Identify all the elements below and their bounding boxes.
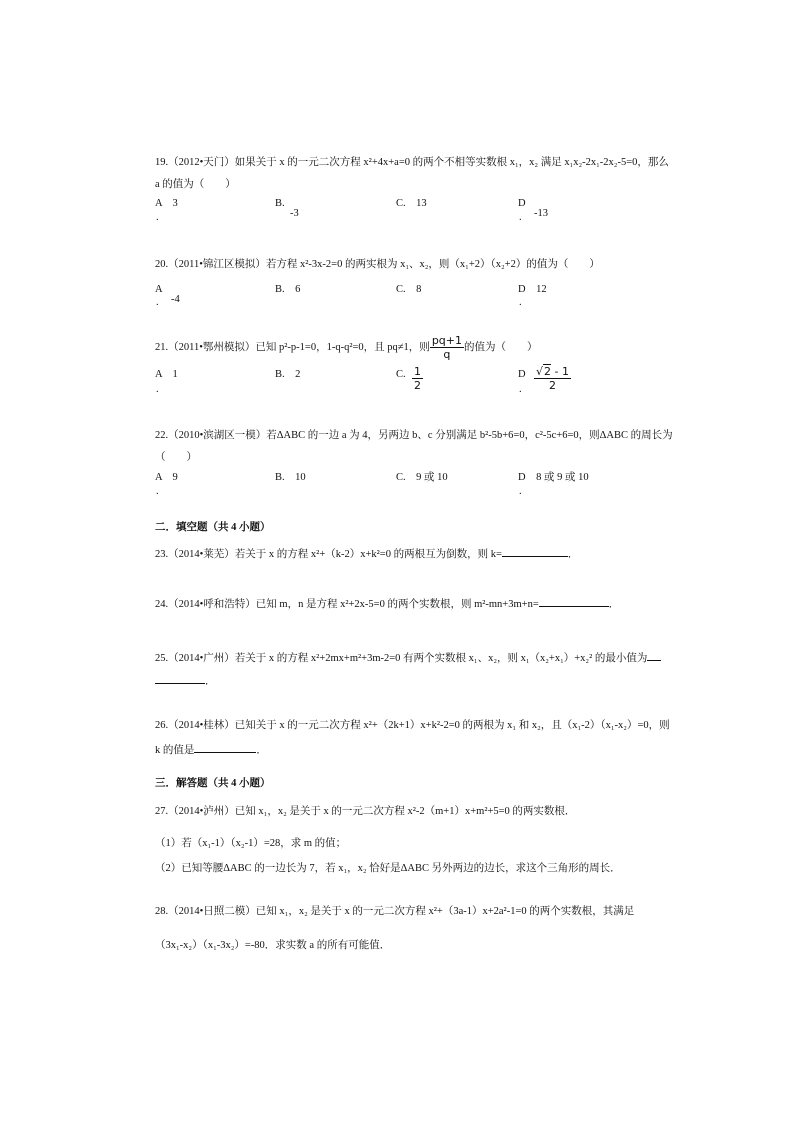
q22-line1: 22.（2010•滨湖区一模）若ΔABC 的一边 a 为 4，另两边 b、c 分别满足 b²-5b+6=0，c²-5c+6=0，则ΔABC 的周长为 xyxy=(155,430,673,441)
q21-line1 xyxy=(155,334,538,364)
section-fill-in-title: 二．填空题（共 4 小题） xyxy=(155,522,271,533)
q21-option-a-dot: . xyxy=(156,384,159,395)
q27-line3: （2）已知等腰ΔABC 的一边长为 7，若 x₁，x₂ 恰好是ΔABC 另外两边的边长，求这个三角形的周长． xyxy=(155,863,621,874)
q28-line2: （3x₁-x₂）（x₁-3x₂）=-80．求实数 a 的所有可能值． xyxy=(155,940,391,951)
q20-option-c: C. 8 xyxy=(396,284,422,295)
q21-option-d-denominator: 2 xyxy=(548,379,556,392)
q26-line1: 26.（2014•桂林）已知关于 x 的一元二次方程 x²+（2k+1）x+k²-2=0 的两根为 x₁ 和 x₂，且（x₁-2）（x₁-x₂）=0，则 xyxy=(155,720,670,731)
q21-option-d: D xyxy=(518,369,526,380)
q19-option-d-dot: . xyxy=(519,212,522,223)
q21-fraction-denominator: q xyxy=(443,348,451,361)
q25-answer-blank-end[interactable] xyxy=(155,674,205,684)
q25-text: 25.（2014•广州）若关于 x 的方程 x²+2mx+m²+3m-2=0 有两个实数根 x₁、x₂，则 x₁（x₂+x₁）+x₂² 的最小值为 xyxy=(155,653,648,664)
q21-option-d-radicand: 2 xyxy=(544,365,552,378)
q26-answer-blank[interactable] xyxy=(194,743,256,753)
q19-option-a-dot: . xyxy=(156,212,159,223)
q24-line xyxy=(155,597,619,612)
q25-period: ． xyxy=(205,676,216,687)
q21-option-d-fraction xyxy=(534,365,571,393)
q22-option-d-dot: . xyxy=(519,486,522,497)
q21-option-c-fraction xyxy=(412,365,423,393)
q24-answer-blank[interactable] xyxy=(539,597,609,607)
q20-line1: 20.（2011•锦江区模拟）若方程 x²-3x-2=0 的两实根为 x₁、x₂，则（x₁+2）（x₂+2）的值为（ ） xyxy=(155,259,600,270)
q19-option-c: C. 13 xyxy=(396,198,427,209)
q21-text-pre: 21.（2011•鄂州模拟）已知 p²-p-1=0，1-q-q²=0，且 pq≠1，则 xyxy=(155,342,430,353)
q28-line1: 28.（2014•日照二模）已知 x₁，x₂ 是关于 x 的一元二次方程 x²+（3a-1）x+2a²-1=0 的两个实数根，其满足 xyxy=(155,906,635,917)
q21-fraction-numerator: pq+1 xyxy=(431,334,462,347)
q25-answer-blank-start[interactable] xyxy=(647,651,661,661)
q21-fraction xyxy=(430,334,464,362)
q22-option-a-dot: . xyxy=(156,486,159,497)
q19-option-d: D xyxy=(518,198,526,209)
q21-option-b: B. 2 xyxy=(275,369,301,380)
q19-line2: a 的值为（ ） xyxy=(155,179,236,190)
q27-line1: 27.（2014•泸州）已知 x₁，x₂ 是关于 x 的一元二次方程 x²-2（m+1）x+m²+5=0 的两实数根． xyxy=(155,806,576,817)
q21-option-a: A 1 xyxy=(155,369,178,380)
q22-option-a: A 9 xyxy=(155,472,178,483)
q26-line2 xyxy=(155,743,267,758)
q20-option-d-dot: . xyxy=(519,297,522,308)
q25-line1 xyxy=(155,651,661,666)
q22-option-c: C. 9 或 10 xyxy=(396,472,448,483)
q21-option-c: C. xyxy=(396,369,406,380)
q24-period: ． xyxy=(608,599,620,610)
q26-text: k 的值是 xyxy=(155,745,195,756)
q20-option-d: D 12 xyxy=(518,284,547,295)
q19-option-d-value: -13 xyxy=(534,208,548,219)
section-answer-title: 三．解答题（共 4 小题） xyxy=(155,778,271,789)
q23-answer-blank[interactable] xyxy=(502,547,568,557)
q19-option-b-value: -3 xyxy=(290,208,299,219)
q21-option-d-dot: . xyxy=(519,384,522,395)
q23-line xyxy=(155,547,578,562)
q23-period: ． xyxy=(567,549,579,560)
q20-option-a-value: -4 xyxy=(171,294,180,305)
q21-option-c-numerator: 1 xyxy=(414,365,421,378)
q20-option-a-dot: . xyxy=(156,297,159,308)
q22-option-d: D 8 或 9 或 10 xyxy=(518,472,589,483)
q22-line2: （ ） xyxy=(155,452,197,463)
q22-option-b: B. 10 xyxy=(275,472,306,483)
q20-option-b: B. 6 xyxy=(275,284,301,295)
q19-line1: 19.（2012•天门）如果关于 x 的一元二次方程 x²+4x+a=0 的两个不相等实数根 x₁，x₂ 满足 x₁x₂-2x₁-2x₂-5=0，那么 xyxy=(155,157,669,168)
q25-line2 xyxy=(155,674,216,689)
q19-option-b: B. xyxy=(275,198,285,209)
q23-text: 23.（2014•莱芜）若关于 x 的方程 x²+（k-2）x+k²=0 的两根互为倒数，则 k= xyxy=(155,549,502,560)
q19-option-a: A 3 xyxy=(155,198,178,209)
q21-option-d-numerator-rest: - 1 xyxy=(551,365,569,378)
q21-option-d-numerator: √2 - 1 xyxy=(536,365,569,378)
q20-option-a: A xyxy=(155,284,163,295)
q26-period: ． xyxy=(256,745,267,756)
q21-option-c-denominator: 2 xyxy=(414,379,421,392)
q24-text: 24.（2014•呼和浩特）已知 m，n 是方程 x²+2x-5=0 的两个实数根，则 m²-mn+3m+n= xyxy=(155,599,539,610)
q21-text-post: 的值为（ ） xyxy=(464,342,538,353)
q27-line2: （1）若（x₁-1）（x₂-1）=28，求 m 的值； xyxy=(155,838,347,849)
